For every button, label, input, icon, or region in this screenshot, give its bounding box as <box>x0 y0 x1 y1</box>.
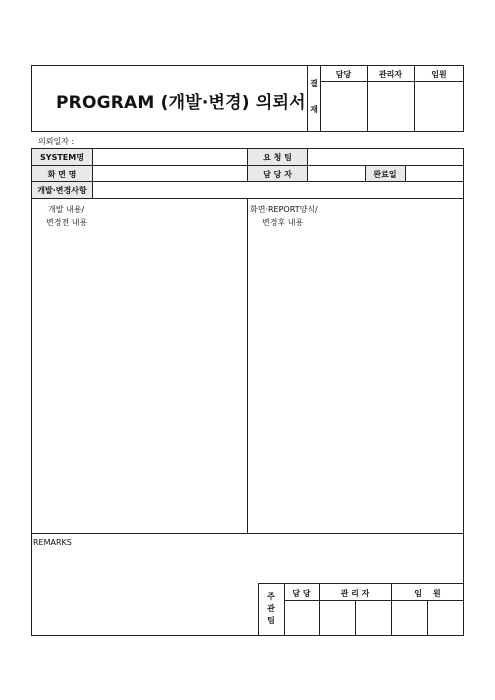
approval-divider <box>307 65 308 132</box>
change-items-label: 개발·변경사항 <box>37 186 87 195</box>
manager-field[interactable] <box>308 166 365 181</box>
screen-name-field[interactable] <box>93 166 247 181</box>
after-change-area[interactable] <box>249 230 463 533</box>
approval-col-staff: 담당 <box>335 70 352 79</box>
footer-side-label-1: 주 <box>267 592 275 601</box>
system-name-label: SYSTEM명 <box>40 153 84 162</box>
request-date-label: 의뢰일자 : <box>38 137 75 146</box>
footer-col-staff: 담 당 <box>292 589 311 598</box>
screen-report-label: 화면·REPORT양식/ <box>250 205 318 214</box>
after-change-label: 변경후 내용 <box>262 218 304 227</box>
before-change-label: 변경전 내용 <box>46 218 88 227</box>
manager-label: 담 당 자 <box>263 170 292 179</box>
change-items-field[interactable] <box>93 182 463 198</box>
complete-date-field[interactable] <box>406 166 463 181</box>
remarks-label: REMARKS <box>33 538 72 547</box>
screen-name-label: 화 면 명 <box>47 170 77 179</box>
content-divider <box>247 198 248 534</box>
approval-col-manager: 관리자 <box>378 70 403 79</box>
document-title: PROGRAM (개발·변경) 의뢰서 <box>56 93 306 113</box>
remarks-field[interactable] <box>32 550 258 634</box>
request-team-field[interactable] <box>308 149 463 165</box>
dev-content-area[interactable] <box>32 230 246 533</box>
approval-side-label-1: 결 <box>310 79 318 88</box>
dev-content-label: 개발 내용/ <box>48 205 85 214</box>
footer-col-manager: 관 리 자 <box>340 589 370 598</box>
footer-col-executive: 임 원 <box>414 589 441 598</box>
footer-side-label-3: 팀 <box>267 616 275 625</box>
footer-side-label-2: 관 <box>267 604 275 613</box>
system-name-field[interactable] <box>93 149 247 165</box>
complete-date-label: 완료일 <box>373 170 397 179</box>
approval-col-executive: 임원 <box>431 70 447 79</box>
request-team-label: 요 청 팀 <box>263 153 292 162</box>
approval-side-label-2: 재 <box>310 105 318 114</box>
